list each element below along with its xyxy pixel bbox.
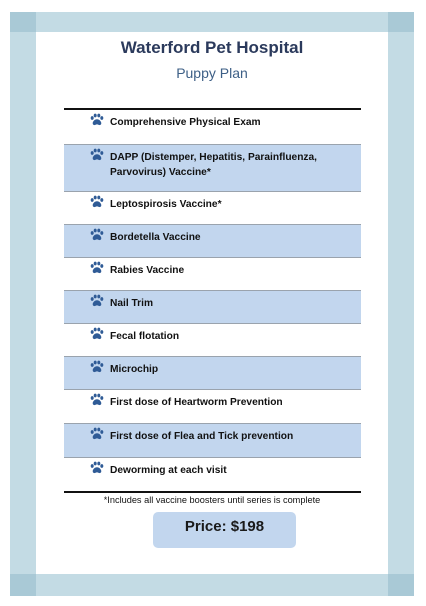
- plan-item: [64, 291, 361, 324]
- paw-print-icon: [90, 393, 104, 406]
- paw-print-icon: [90, 360, 104, 373]
- paw-print-icon: [90, 461, 104, 474]
- paw-print-icon: [90, 228, 104, 241]
- frame-corner: [10, 12, 36, 32]
- plan-item: [64, 110, 361, 145]
- plan-item-label: First dose of Flea and Tick prevention: [110, 431, 294, 442]
- plan-item: [64, 145, 361, 192]
- plan-subtitle: Puppy Plan: [176, 65, 248, 81]
- paw-print-icon: [90, 195, 104, 208]
- plan-item-label: Bordetella Vaccine: [110, 232, 201, 243]
- frame-corner: [10, 574, 36, 596]
- plan-item: [64, 192, 361, 225]
- frame-right-border: [388, 12, 414, 596]
- price-badge: Price: $198: [153, 512, 296, 548]
- paw-print-icon: [90, 261, 104, 274]
- plan-item-label: Deworming at each visit: [110, 465, 227, 476]
- paw-print-icon: [90, 327, 104, 340]
- plan-item-label: Rabies Vaccine: [110, 265, 185, 276]
- frame-left-border: [10, 12, 36, 596]
- plan-item-label: DAPP (Distemper, Hepatitis, Parainfluenza, Parvovirus) Vaccine*: [110, 152, 318, 178]
- plan-item: [64, 424, 361, 458]
- plan-item-label: First dose of Heartworm Prevention: [110, 397, 283, 408]
- plan-item-label: Fecal flotation: [110, 331, 180, 342]
- plan-item: [64, 390, 361, 424]
- frame-bottom-border: [10, 574, 414, 596]
- frame-corner: [388, 574, 414, 596]
- plan-item-label: Leptospirosis Vaccine*: [110, 199, 222, 210]
- paw-print-icon: [90, 427, 104, 440]
- plan-item: [64, 225, 361, 258]
- plan-item: [64, 357, 361, 390]
- paw-print-icon: [90, 113, 104, 126]
- paw-print-icon: [90, 148, 104, 161]
- plan-item-label: Nail Trim: [110, 298, 154, 309]
- paw-print-icon: [90, 294, 104, 307]
- vaccine-footnote: *Includes all vaccine boosters until series is complete: [103, 495, 321, 505]
- frame-corner: [388, 12, 414, 32]
- plan-item: [64, 324, 361, 357]
- page-title: Waterford Pet Hospital: [120, 38, 304, 57]
- plan-items-table: [64, 108, 361, 493]
- plan-item: [64, 258, 361, 291]
- plan-item-label: Comprehensive Physical Exam: [110, 117, 261, 128]
- plan-item: [64, 458, 361, 491]
- plan-item-label: Microchip: [110, 364, 159, 375]
- frame-top-border: [10, 12, 414, 32]
